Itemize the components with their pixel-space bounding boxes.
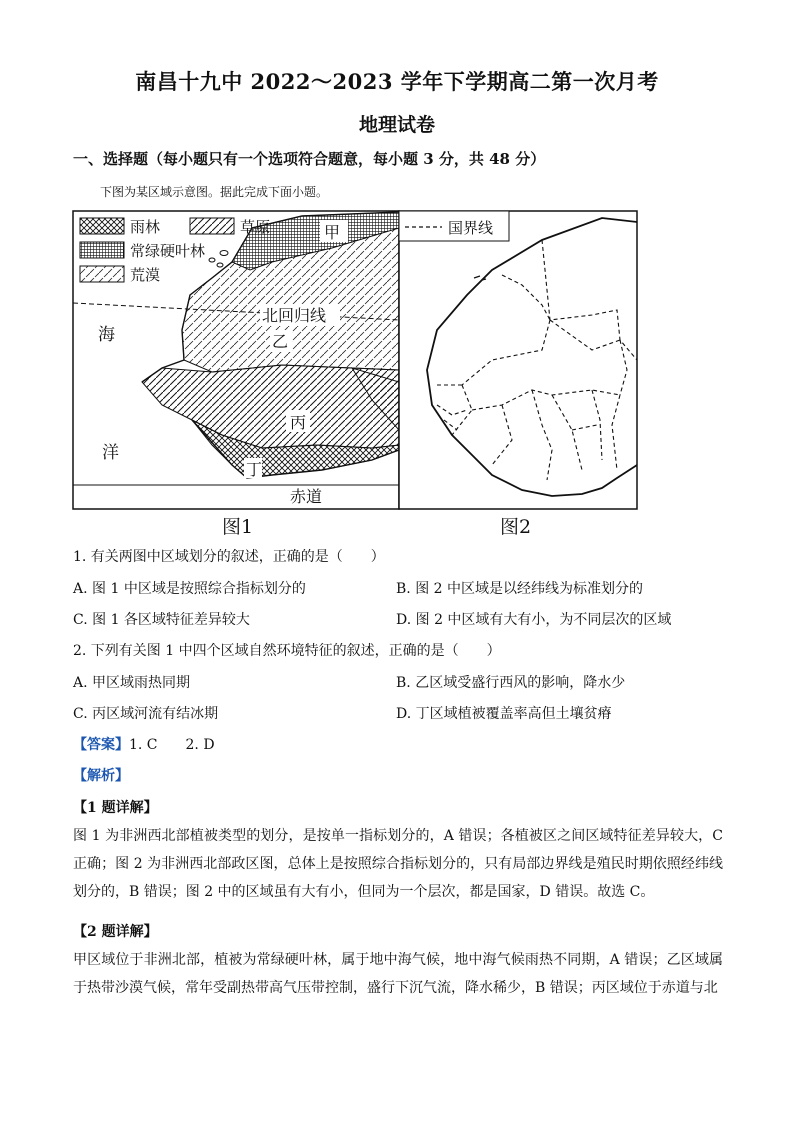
exam-title: 南昌十九中 2022～2023 学年下学期高二第一次月考 bbox=[135, 69, 659, 94]
map-figure bbox=[72, 210, 638, 540]
q1-option-b: B. 图 2 中区域是以经纬线为标准划分的 bbox=[396, 581, 643, 597]
q2-stem: 2. 下列有关图 1 中四个区域自然环境特征的叙述，正确的是（ ） bbox=[73, 643, 501, 659]
label-ocean: 洋 bbox=[102, 443, 119, 463]
label-sea: 海 bbox=[98, 325, 115, 345]
q2-option-b: B. 乙区域受盛行西风的影响，降水少 bbox=[396, 675, 626, 691]
q1-option-a: A. 图 1 中区域是按照综合指标划分的 bbox=[73, 581, 306, 597]
legend-grassland: 草原 bbox=[240, 218, 271, 236]
analysis-label: 【解析】 bbox=[73, 768, 129, 784]
fig1-caption: 图1 bbox=[222, 516, 254, 538]
answer-line bbox=[73, 734, 215, 754]
label-tropic: 北回归线 bbox=[262, 306, 327, 325]
legend-desert: 荒漠 bbox=[130, 266, 161, 284]
fig2-frame bbox=[399, 211, 637, 509]
label-jia: 甲 bbox=[324, 223, 341, 242]
fig2-caption: 图2 bbox=[500, 516, 532, 538]
label-bing: 丙 bbox=[290, 413, 307, 432]
label-equator: 赤道 bbox=[290, 487, 323, 506]
legend-border: 国界线 bbox=[448, 219, 494, 237]
answer-label: 【答案】 bbox=[73, 737, 129, 753]
exam-subtitle: 地理试卷 bbox=[358, 114, 435, 136]
figure-intro: 下图为某区域示意图。据此完成下面小题。 bbox=[100, 185, 329, 199]
q1-option-c: C. 图 1 各区域特征差异较大 bbox=[73, 612, 250, 628]
q1-detail-text: 图 1 为非洲西北部植被类型的划分，是按单一指标划分的，A 错误；各植被区之间区域特征差异较大，C 正确；图 2 为非洲西北部政区图，总体上是按照综合指标划分的，只有局部边界线是殖民时期依照经纬线划分的，B 错误；图 2 中的区域虽有大有小，但同为一个层次，都是国家，D 错误。故选 C。 bbox=[73, 828, 723, 900]
label-ding: 丁 bbox=[246, 460, 263, 479]
q2-detail-heading: 【2 题详解】 bbox=[73, 924, 158, 940]
q2-option-c: C. 丙区域河流有结冰期 bbox=[73, 706, 219, 722]
q1-detail-heading: 【1 题详解】 bbox=[73, 800, 158, 816]
section-heading: 一、选择题（每小题只有一个选项符合题意，每小题 3 分，共 48 分） bbox=[73, 150, 546, 168]
q2-detail-text: 甲区域位于非洲北部，植被为常绿硬叶林，属于地中海气候，地中海气候雨热不同期，A 错误；乙区域属于热带沙漠气候，常年受副热带高气压带控制，盛行下沉气流，降水稀少，B 错误；丙区域位于赤道与北 bbox=[73, 952, 723, 996]
q2-option-d: D. 丁区域植被覆盖率高但土壤贫瘠 bbox=[396, 706, 612, 722]
legend-rainforest: 雨林 bbox=[130, 218, 161, 236]
answer-text: 1. C 2. D bbox=[129, 737, 215, 753]
q1-option-d: D. 图 2 中区域有大有小，为不同层次的区域 bbox=[396, 612, 672, 628]
label-yi: 乙 bbox=[272, 332, 289, 351]
q2-option-a: A. 甲区域雨热同期 bbox=[73, 675, 191, 691]
legend-evergreen: 常绿硬叶林 bbox=[130, 242, 206, 260]
q1-stem: 1. 有关两图中区域划分的叙述，正确的是（ ） bbox=[73, 549, 385, 565]
